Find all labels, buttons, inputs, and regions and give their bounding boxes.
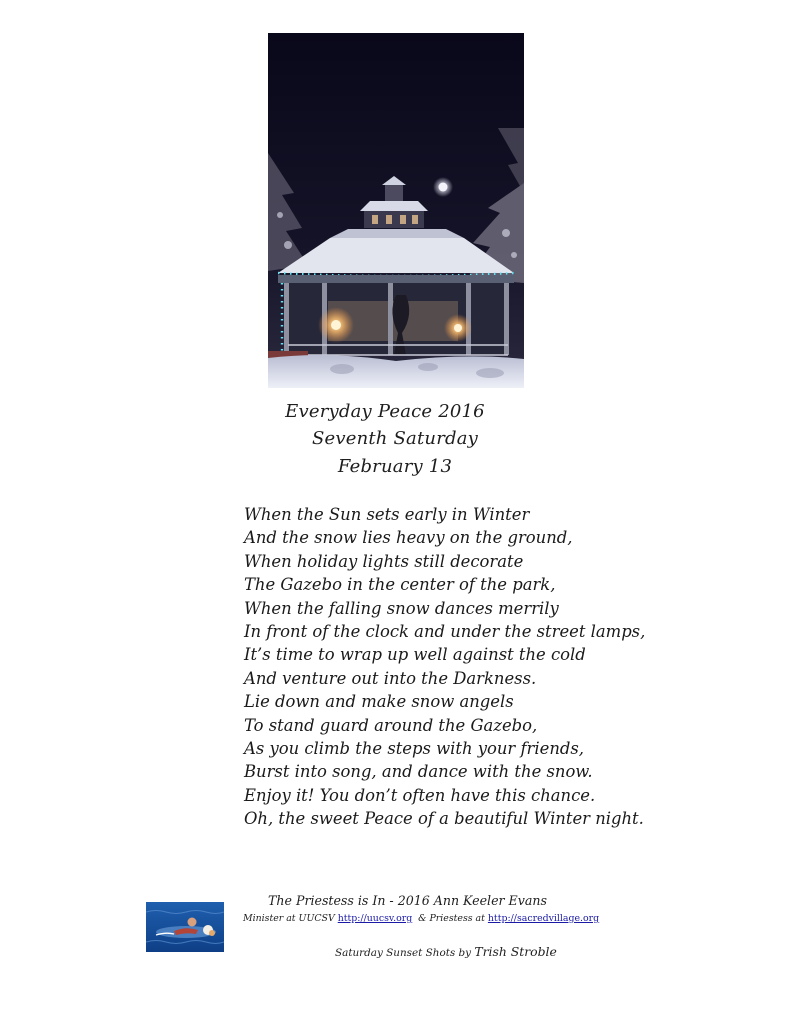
poem-line: To stand guard around the Gazebo, bbox=[244, 715, 538, 735]
poem-date: February 13 bbox=[337, 456, 453, 477]
poem-line: It’s time to wrap up well against the cold bbox=[244, 645, 586, 665]
poem-line: And venture out into the Darkness. bbox=[244, 668, 537, 688]
poem-body bbox=[244, 503, 664, 830]
poem-subtitle: Seventh Saturday bbox=[311, 428, 479, 449]
minister-credit bbox=[243, 913, 599, 924]
gazebo-photo bbox=[268, 33, 524, 388]
poem-line: When the Sun sets early in Winter bbox=[244, 505, 530, 524]
poem-line: When holiday lights still decorate bbox=[244, 551, 524, 571]
poem-title: Everyday Peace 2016 bbox=[285, 401, 485, 422]
poem-line: And the snow lies heavy on the ground, bbox=[244, 528, 573, 548]
poem-line: Burst into song, and dance with the snow. bbox=[244, 762, 593, 782]
photo-credit-prefix: Saturday Sunset Shots by bbox=[335, 947, 475, 959]
poem-line: Oh, the sweet Peace of a beautiful Winter night. bbox=[244, 809, 644, 829]
sacred-village-link[interactable]: http://sacredvillage.org bbox=[487, 913, 600, 924]
poem-line: The Gazebo in the center of the park, bbox=[244, 575, 556, 595]
swimmer-photo bbox=[146, 902, 224, 952]
poem-line: Enjoy it! You don’t often have this chance. bbox=[244, 785, 596, 805]
poem-line: In front of the clock and under the street lamps, bbox=[244, 621, 646, 641]
priestess-middle: & Priestess at bbox=[412, 913, 488, 924]
poem-line: When the falling snow dances merrily bbox=[244, 598, 559, 618]
photo-credit bbox=[335, 944, 557, 959]
uucsv-link[interactable]: http://uucsv.org bbox=[337, 913, 413, 924]
minister-prefix: Minister at UUCSV bbox=[243, 913, 338, 924]
priestess-credit: The Priestess is In - 2016 Ann Keeler Evans bbox=[268, 893, 547, 908]
poem-line: Lie down and make snow angels bbox=[244, 692, 514, 712]
photographer-name: Trish Stroble bbox=[474, 944, 557, 959]
poem-line: As you climb the steps with your friends, bbox=[244, 738, 584, 758]
